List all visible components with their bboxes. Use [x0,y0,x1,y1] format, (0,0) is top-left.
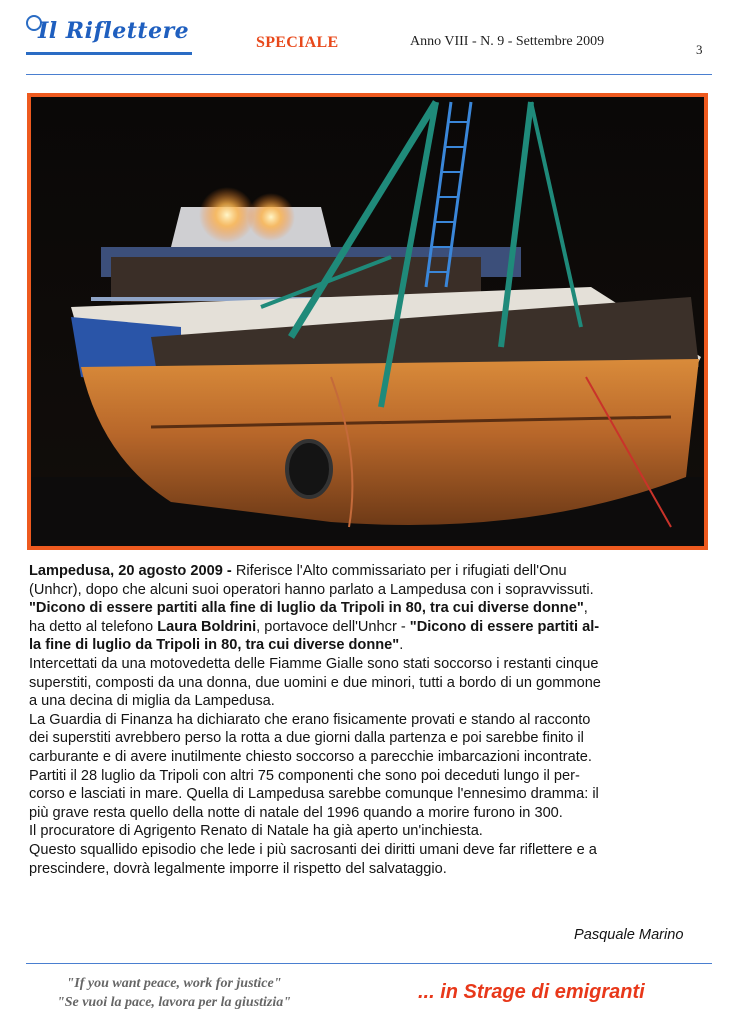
article-quote: "Dicono di essere partiti alla fine di luglio da Tripoli in 80, tra cui diverse donne" [29,600,584,617]
article-line: corso e lasciati in mare. Quella di Lampedusa sarebbe comunque l'ennesimo dramma: il [29,786,599,803]
article-text: . [399,637,404,654]
footer-motto [24,974,324,1012]
article-line: La Guardia di Finanza ha dichiarato che erano fisicamente provati e stando al racconto [29,711,591,728]
continued-article-link: ... in Strage di emigranti [418,981,645,1003]
logo-text: Il Riflettere [38,18,190,44]
article-line: carburante e di avere inutilmente chiesto soccorso a parecchie imbarcazioni incontrate. [29,748,592,765]
article-line [29,562,715,581]
section-label: SPECIALE [256,34,339,51]
article-line [29,636,715,655]
footer-divider [26,963,712,964]
article-line: superstiti, composti da una donna, due uomini e due minori, tutti a bordo di un gommone [29,674,601,691]
page-header [0,0,738,80]
article-line: a una decina di miglia da Lampedusa. [29,693,275,710]
article-quote: la fine di luglio da Tripoli in 80, tra cui diverse donne" [29,637,400,654]
article-author: Pasquale Marino [574,927,684,943]
article-body [29,562,715,878]
header-divider [26,74,712,75]
spokesperson-name: Laura Boldrini [157,618,257,635]
article-line: prescindere, dovrà legalmente imporre il rispetto del salvataggio. [29,860,447,877]
article-line: Intercettati da una motovedetta delle Fiamme Gialle sono stati soccorso i restanti cinque [29,655,599,672]
article-text: Riferisce l'Alto commissariato per i rifugiati dell'Onu [235,563,567,579]
migrant-boat-photo [27,93,708,550]
motto-italian: "Se vuoi la pace, lavora per la giustizia" [56,995,292,1010]
article-line: Questo squallido episodio che lede i più sacrosanti dei diritti umani deve far riflettere e a [29,841,597,858]
article-text: , [583,600,588,617]
logo-underline [26,52,192,55]
article-quote: "Dicono di essere partiti al- [409,618,600,635]
article-dateline: Lampedusa, 20 agosto 2009 - [29,563,232,579]
article-text: ha detto al telefono [29,618,158,635]
article-line: più grave resta quello della notte di natale del 1996 quando a morire furono in 300. [29,804,563,821]
magazine-logo [26,12,196,58]
issue-info: Anno VIII - N. 9 - Settembre 2009 [410,34,605,49]
article-line: (Unhcr), dopo che alcuni suoi operatori hanno parlato a Lampedusa con i sopravvissuti. [29,581,594,598]
article-line: dei superstiti avrebbero perso la rotta a due giorni dalla partenza e poi sarebbe finito il [29,730,584,747]
article-text: , portavoce dell'Unhcr - [256,618,410,635]
article-line: Partiti il 28 luglio da Tripoli con altri 75 componenti che sono poi deceduti lungo il per- [29,767,580,784]
article-line [29,618,715,637]
page-number: 3 [696,42,703,57]
article-line [29,599,715,618]
article-line: Il procuratore di Agrigento Renato di Natale ha già aperto un'inchiesta. [29,823,483,840]
motto-english: "If you want peace, work for justice" [66,976,282,991]
